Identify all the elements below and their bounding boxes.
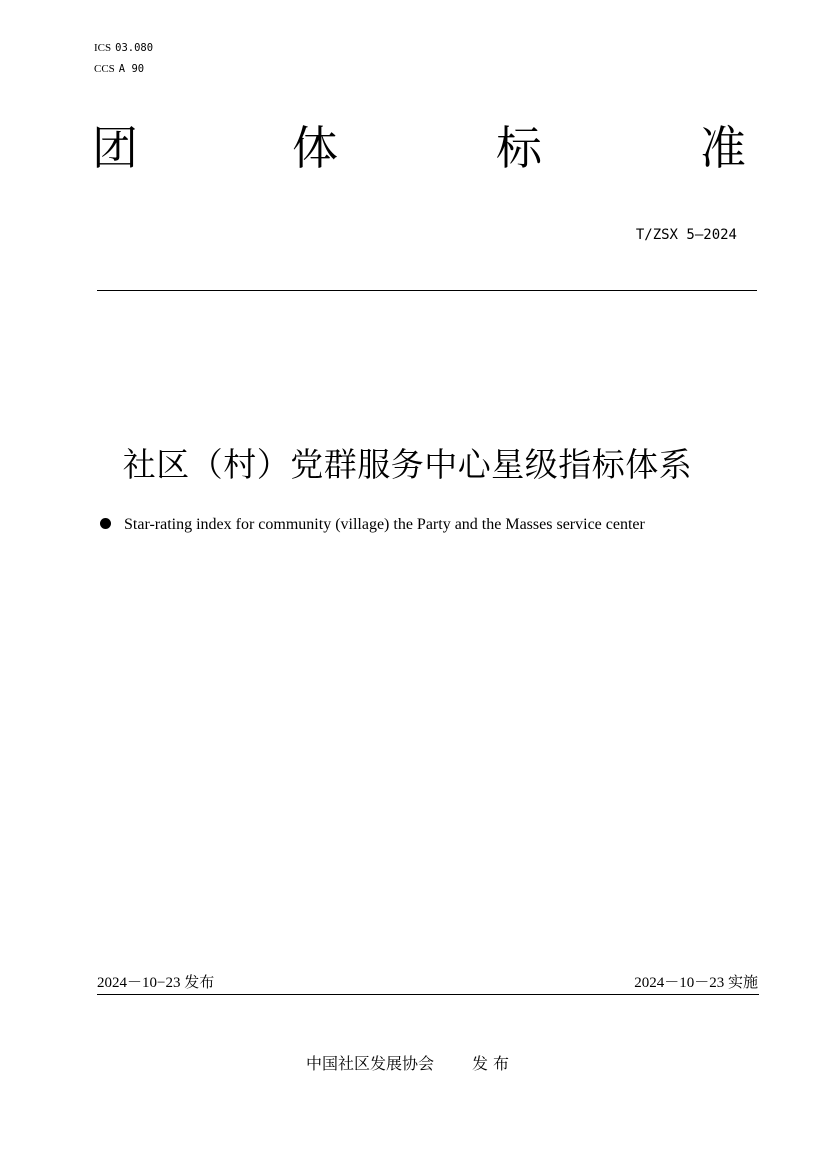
ccs-code: A 90 (118, 63, 145, 75)
publisher-line (0, 1053, 815, 1075)
standard-type-char: 标 (496, 121, 542, 175)
implement-date-line (634, 971, 758, 994)
ics-label: ICS (94, 42, 112, 54)
ccs-label: CCS (94, 63, 115, 75)
document-title-en: Star-rating index for community (village) the Party and the Masses service center (124, 516, 645, 533)
standard-type-char: 团 (92, 121, 138, 175)
english-title-row (100, 513, 780, 537)
standard-type-char: 准 (700, 121, 746, 175)
ics-code: 03.080 (115, 42, 154, 54)
publisher-action: 发 布 (471, 1054, 510, 1073)
issue-date-line (97, 971, 214, 994)
standard-number: T/ZSX 5—2024 (635, 227, 737, 243)
ccs-line (94, 62, 144, 76)
publisher-name: 中国社区发展协会 (305, 1054, 434, 1073)
issue-date: 2024－10−23 (97, 975, 181, 991)
bullet-icon (100, 518, 111, 529)
document-title-zh: 社区（村）党群服务中心星级指标体系 (122, 445, 693, 484)
implement-date: 2024－10－23 (634, 975, 725, 991)
implement-label: 实施 (727, 973, 758, 991)
issue-label: 发布 (184, 973, 215, 991)
ics-line (94, 41, 153, 55)
top-divider (97, 290, 757, 291)
bottom-divider (97, 994, 759, 995)
standard-type-char: 体 (292, 121, 338, 175)
